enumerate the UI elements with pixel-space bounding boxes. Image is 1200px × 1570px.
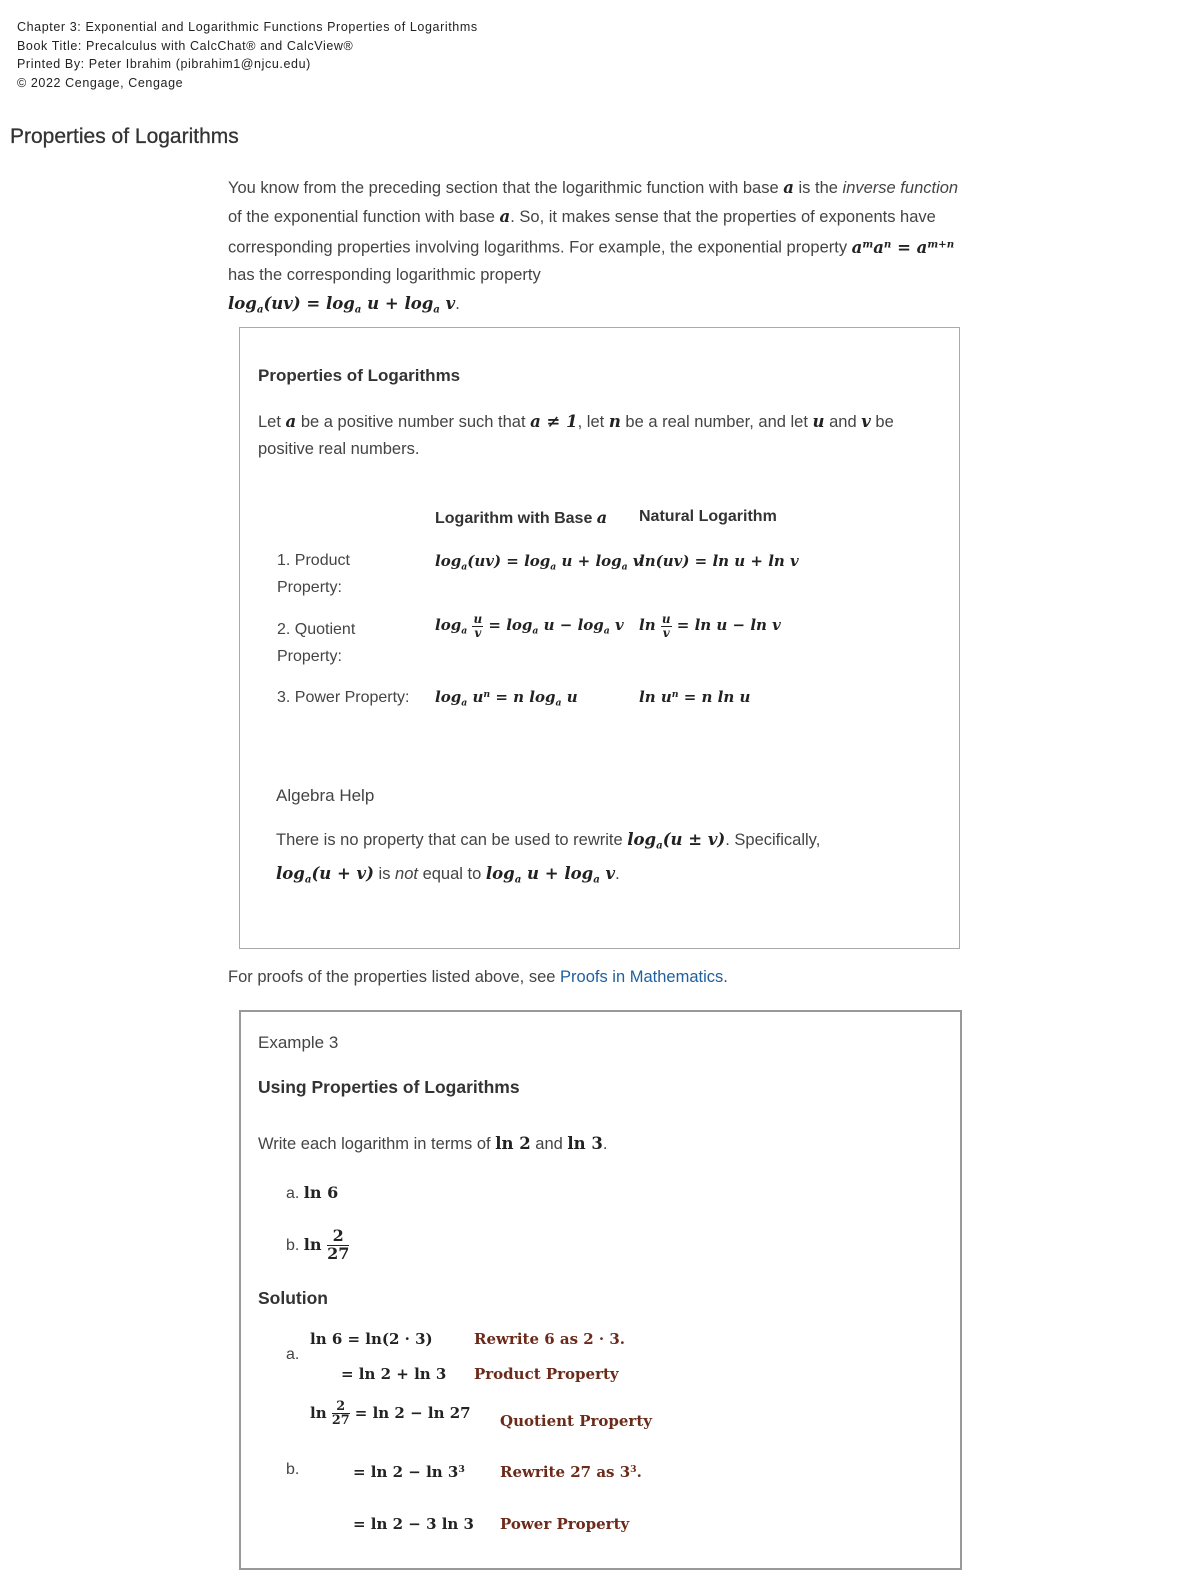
formula-quotient-natural: ln $\frac{u}{v}$ = ln u − ln v [639,612,781,640]
math-n: n [608,412,621,431]
math-exponential-property: $a^ma^n = a^{m+n}$ [851,237,955,257]
formula-power-base-a: $\log_a u^n = n$ $\log_a u$ [435,688,578,709]
math-ln-2-over-27: ln $\frac{2}{27}$ [303,1226,350,1263]
math-a: a [783,178,794,197]
math-v: v [861,412,871,431]
proofs-in-mathematics-link[interactable]: Proofs in Mathematics [560,968,724,986]
example-number: Example 3 [258,1033,339,1052]
math-a-not-1: a ≠ 1 [530,412,578,431]
example-title: Using Properties of Logarithms [258,1077,520,1097]
formula-quotient-base-a: $\log_a$ $\frac{u}{v}$ = $\log_a u - \log_a v$ [435,612,624,640]
note-quotient-property: Quotient Property [500,1412,652,1430]
math-ln-2: ln 2 [495,1134,531,1153]
page-title: Properties of Logarithms [10,125,239,148]
let-text-6: be positive real numbers. [258,413,894,458]
book-title-line: Book Title: Precalculus with CalcChat® and CalcView® [17,38,354,53]
formula-product-natural: ln(uv) = ln u + ln v [639,552,799,570]
solution-heading: Solution [258,1288,328,1308]
row-label-quotient: 2. Quotient Property: [277,621,356,665]
math-u: u [812,412,825,431]
copyright-line: © 2022 Cengage, Cengage [17,75,184,90]
printed-by-line: Printed By: Peter Ibrahim (pibrahim1@njcu.edu) [17,57,311,71]
intro-paragraph [228,174,973,324]
let-text-5: and [824,413,862,431]
properties-conditions [258,408,948,463]
solution-label-a: a. [286,1346,300,1363]
solution-b-step-3: = ln 2 − 3 ln 3 [353,1515,474,1533]
column-header-natural: Natural Logarithm [639,508,777,525]
intro-text-2: is the [793,179,843,197]
solution-a-step-1: ln 6 = ln(2 · 3) [310,1330,433,1348]
solution-b-step-2: = $\ln 2 - \ln 3^3$ [353,1463,465,1481]
note-rewrite-27: Rewrite 27 as $3^3$. [500,1463,642,1481]
intro-text-3: of the exponential function with base [228,207,500,226]
math-log-u-plus-log-v: $\log_a u + \log_a v$ [485,863,616,886]
proofs-line: For proofs of the properties listed above, see Proofs in Mathematics. [228,968,728,986]
let-text-3: , let [577,413,609,431]
math-ln-3: ln 3 [567,1134,603,1153]
intro-text-4: . So, it makes sense that the properties of exponents have corresponding properties involving logarithms. For example, the exponential property [228,207,936,257]
intro-inverse-function: inverse function [842,179,959,197]
note-power-property: Power Property [500,1515,630,1533]
let-text-2: be a positive number such that [296,413,531,431]
math-log-product-property: $\log_a(uv) = \log_a u + \log_a v$ [228,293,456,316]
formula-power-natural: $\ln u^n = n$ ln u [639,688,751,706]
chapter-line: Chapter 3: Exponential and Logarithmic Functions Properties of Logarithms [17,20,478,34]
print-header [17,18,478,92]
intro-text-6: . [455,294,460,313]
column-header-base-a: Logarithm with Base a [435,508,608,527]
intro-text-1: You know from the preceding section that the logarithmic function with base [228,179,784,197]
solution-a-step-2: = ln 2 + ln 3 [341,1365,447,1383]
math-ln-6: ln 6 [303,1183,339,1202]
let-text-4: be a real number, and let [620,413,813,431]
algebra-help-title: Algebra Help [276,786,375,805]
properties-box-heading: Properties of Logarithms [258,366,461,385]
example-prompt: Write each logarithm in terms of ln 2 and ln 3. [258,1134,608,1153]
math-a: a [596,508,608,527]
note-product-property: Product Property [474,1365,619,1383]
example-item-b: b. ln $\frac{2}{27}$ [286,1226,350,1263]
example-item-a: a. ln 6 [286,1183,339,1202]
math-a: a [499,206,511,226]
formula-product-base-a: $\log_a(uv) = \log_a u + \log_a v$ [435,552,642,573]
math-a: a [285,412,297,431]
math-log-u-pm-v: $\log_a(u \pm v)$ [627,830,726,852]
row-label-product: 1. Product Property: [277,552,350,596]
algebra-help-text: There is no property that can be used to rewrite $\log_a(u \pm v)$. Specifically, $\log_a(u + v)$ is not equal to $\log_a u + \log_a v$. [276,830,821,886]
solution-b-step-1: ln $\frac{2}{27}$ = ln 2 − ln 27 [310,1399,471,1429]
intro-text-5: has the corresponding logarithmic property [228,266,541,285]
let-text-1: Let [258,413,286,431]
solution-label-b: b. [286,1461,300,1478]
math-log-u-plus-v: $\log_a(u + v)$ [276,863,374,886]
row-label-power: 3. Power Property: [277,689,410,706]
note-rewrite-6: Rewrite 6 as 2 · 3. [474,1330,626,1348]
